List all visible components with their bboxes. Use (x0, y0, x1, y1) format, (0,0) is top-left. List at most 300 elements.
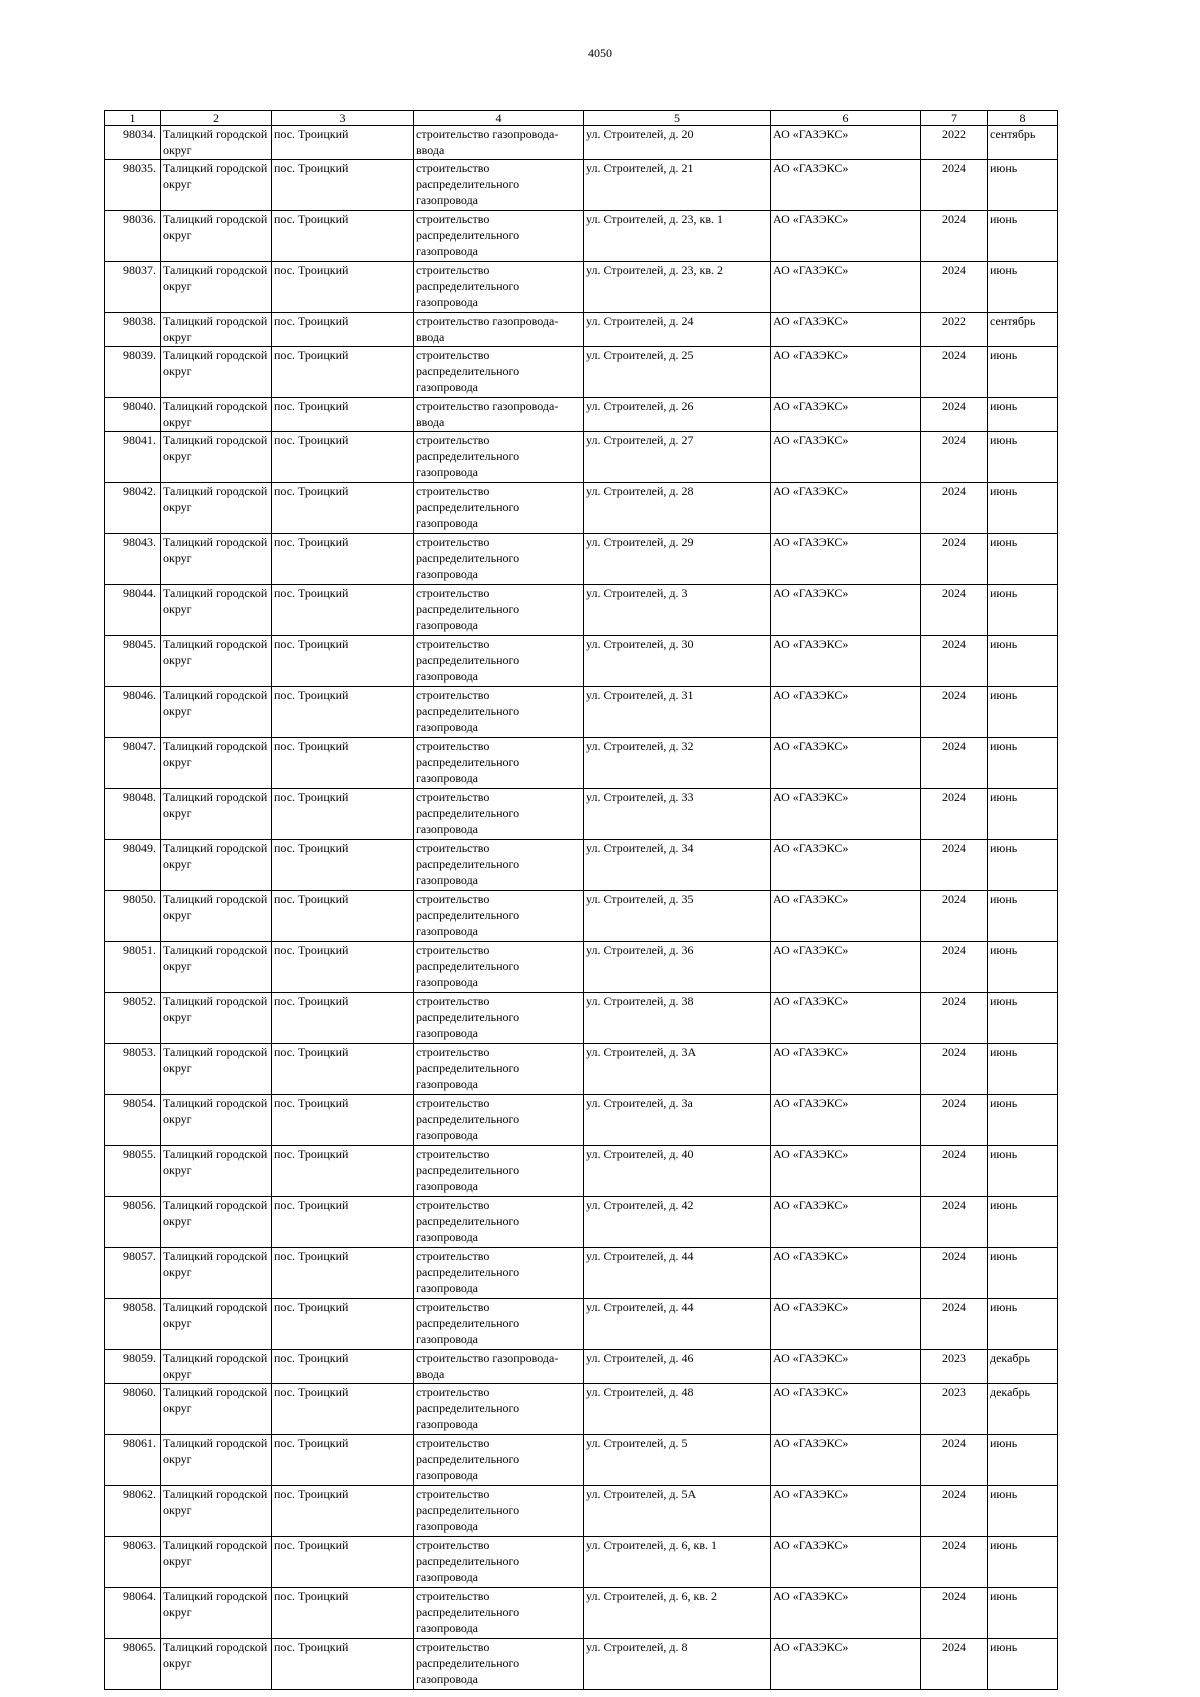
table-row (105, 313, 1058, 347)
table-row (105, 160, 1058, 211)
organization-cell: АО «ГАЗЭКС» (771, 1044, 921, 1095)
organization-cell: АО «ГАЗЭКС» (771, 1146, 921, 1197)
locality-cell: пос. Троицкий (272, 483, 414, 534)
work-type-cell: строительство распределительного газопровода (414, 1299, 584, 1350)
month-cell: июнь (988, 1146, 1058, 1197)
address-cell: ул. Строителей, д. 44 (584, 1248, 771, 1299)
address-cell: ул. Строителей, д. 26 (584, 398, 771, 432)
district-cell: Талицкий городской округ (161, 262, 272, 313)
locality-cell: пос. Троицкий (272, 1588, 414, 1639)
table-row (105, 1588, 1058, 1639)
address-cell: ул. Строителей, д. 38 (584, 993, 771, 1044)
month-cell: июнь (988, 687, 1058, 738)
table-body (105, 126, 1058, 1690)
year-cell: 2024 (921, 398, 988, 432)
row-number: 98045. (105, 636, 161, 687)
row-number: 98058. (105, 1299, 161, 1350)
district-cell: Талицкий городской округ (161, 1248, 272, 1299)
table-row (105, 483, 1058, 534)
header-cell-2: 2 (161, 111, 272, 126)
organization-cell: АО «ГАЗЭКС» (771, 1537, 921, 1588)
year-cell: 2024 (921, 840, 988, 891)
organization-cell: АО «ГАЗЭКС» (771, 789, 921, 840)
organization-cell: АО «ГАЗЭКС» (771, 534, 921, 585)
work-type-cell: строительство распределительного газопровода (414, 1537, 584, 1588)
month-cell: июнь (988, 432, 1058, 483)
district-cell: Талицкий городской округ (161, 1350, 272, 1384)
month-cell: июнь (988, 398, 1058, 432)
row-number: 98060. (105, 1384, 161, 1435)
organization-cell: АО «ГАЗЭКС» (771, 1197, 921, 1248)
district-cell: Талицкий городской округ (161, 1435, 272, 1486)
work-type-cell: строительство распределительного газопровода (414, 1639, 584, 1690)
work-type-cell: строительство распределительного газопровода (414, 211, 584, 262)
table-row (105, 1537, 1058, 1588)
work-type-cell: строительство распределительного газопровода (414, 534, 584, 585)
work-type-cell: строительство распределительного газопровода (414, 891, 584, 942)
header-cell-8: 8 (988, 111, 1058, 126)
register-table (104, 110, 1058, 1690)
table-row (105, 1299, 1058, 1350)
address-cell: ул. Строителей, д. 6, кв. 2 (584, 1588, 771, 1639)
locality-cell: пос. Троицкий (272, 313, 414, 347)
row-number: 98064. (105, 1588, 161, 1639)
table-row (105, 840, 1058, 891)
organization-cell: АО «ГАЗЭКС» (771, 398, 921, 432)
row-number: 98049. (105, 840, 161, 891)
month-cell: июнь (988, 840, 1058, 891)
row-number: 98037. (105, 262, 161, 313)
work-type-cell: строительство распределительного газопровода (414, 1146, 584, 1197)
address-cell: ул. Строителей, д. 6, кв. 1 (584, 1537, 771, 1588)
organization-cell: АО «ГАЗЭКС» (771, 993, 921, 1044)
work-type-cell: строительство газопровода-ввода (414, 313, 584, 347)
locality-cell: пос. Троицкий (272, 789, 414, 840)
address-cell: ул. Строителей, д. 30 (584, 636, 771, 687)
address-cell: ул. Строителей, д. 28 (584, 483, 771, 534)
year-cell: 2024 (921, 891, 988, 942)
address-cell: ул. Строителей, д. 23, кв. 2 (584, 262, 771, 313)
row-number: 98034. (105, 126, 161, 160)
organization-cell: АО «ГАЗЭКС» (771, 891, 921, 942)
work-type-cell: строительство распределительного газопровода (414, 1095, 584, 1146)
district-cell: Талицкий городской округ (161, 1486, 272, 1537)
work-type-cell: строительство распределительного газопровода (414, 1044, 584, 1095)
district-cell: Талицкий городской округ (161, 942, 272, 993)
locality-cell: пос. Троицкий (272, 1248, 414, 1299)
year-cell: 2022 (921, 126, 988, 160)
address-cell: ул. Строителей, д. 23, кв. 1 (584, 211, 771, 262)
address-cell: ул. Строителей, д. 31 (584, 687, 771, 738)
year-cell: 2024 (921, 636, 988, 687)
year-cell: 2024 (921, 262, 988, 313)
district-cell: Талицкий городской округ (161, 398, 272, 432)
year-cell: 2024 (921, 993, 988, 1044)
year-cell: 2023 (921, 1350, 988, 1384)
row-number: 98051. (105, 942, 161, 993)
month-cell: июнь (988, 347, 1058, 398)
organization-cell: АО «ГАЗЭКС» (771, 1435, 921, 1486)
organization-cell: АО «ГАЗЭКС» (771, 347, 921, 398)
year-cell: 2024 (921, 942, 988, 993)
year-cell: 2024 (921, 585, 988, 636)
locality-cell: пос. Троицкий (272, 1384, 414, 1435)
organization-cell: АО «ГАЗЭКС» (771, 1248, 921, 1299)
row-number: 98036. (105, 211, 161, 262)
table-row (105, 1197, 1058, 1248)
table-row (105, 1435, 1058, 1486)
address-cell: ул. Строителей, д. 27 (584, 432, 771, 483)
district-cell: Талицкий городской округ (161, 1299, 272, 1350)
table-row (105, 347, 1058, 398)
locality-cell: пос. Троицкий (272, 1639, 414, 1690)
year-cell: 2024 (921, 1044, 988, 1095)
locality-cell: пос. Троицкий (272, 585, 414, 636)
locality-cell: пос. Троицкий (272, 1486, 414, 1537)
row-number: 98052. (105, 993, 161, 1044)
work-type-cell: строительство распределительного газопровода (414, 347, 584, 398)
year-cell: 2024 (921, 1197, 988, 1248)
district-cell: Талицкий городской округ (161, 1384, 272, 1435)
organization-cell: АО «ГАЗЭКС» (771, 1486, 921, 1537)
locality-cell: пос. Троицкий (272, 1044, 414, 1095)
month-cell: июнь (988, 942, 1058, 993)
address-cell: ул. Строителей, д. 36 (584, 942, 771, 993)
locality-cell: пос. Троицкий (272, 1537, 414, 1588)
year-cell: 2024 (921, 1299, 988, 1350)
work-type-cell: строительство распределительного газопровода (414, 585, 584, 636)
table-row (105, 1095, 1058, 1146)
district-cell: Талицкий городской округ (161, 636, 272, 687)
table-row (105, 1384, 1058, 1435)
month-cell: июнь (988, 636, 1058, 687)
work-type-cell: строительство распределительного газопровода (414, 1486, 584, 1537)
organization-cell: АО «ГАЗЭКС» (771, 687, 921, 738)
month-cell: июнь (988, 891, 1058, 942)
year-cell: 2024 (921, 1435, 988, 1486)
district-cell: Талицкий городской округ (161, 534, 272, 585)
table-row (105, 636, 1058, 687)
year-cell: 2024 (921, 1095, 988, 1146)
row-number: 98054. (105, 1095, 161, 1146)
work-type-cell: строительство распределительного газопровода (414, 942, 584, 993)
locality-cell: пос. Троицкий (272, 993, 414, 1044)
address-cell: ул. Строителей, д. 46 (584, 1350, 771, 1384)
month-cell: июнь (988, 1435, 1058, 1486)
month-cell: июнь (988, 534, 1058, 585)
month-cell: июнь (988, 993, 1058, 1044)
month-cell: июнь (988, 1299, 1058, 1350)
district-cell: Талицкий городской округ (161, 1044, 272, 1095)
address-cell: ул. Строителей, д. 5 (584, 1435, 771, 1486)
organization-cell: АО «ГАЗЭКС» (771, 262, 921, 313)
locality-cell: пос. Троицкий (272, 160, 414, 211)
month-cell: июнь (988, 789, 1058, 840)
month-cell: декабрь (988, 1350, 1058, 1384)
district-cell: Талицкий городской округ (161, 432, 272, 483)
year-cell: 2024 (921, 160, 988, 211)
district-cell: Талицкий городской округ (161, 126, 272, 160)
year-cell: 2024 (921, 1248, 988, 1299)
month-cell: июнь (988, 1044, 1058, 1095)
district-cell: Талицкий городской округ (161, 1639, 272, 1690)
organization-cell: АО «ГАЗЭКС» (771, 1299, 921, 1350)
table-row (105, 262, 1058, 313)
district-cell: Талицкий городской округ (161, 1537, 272, 1588)
locality-cell: пос. Троицкий (272, 126, 414, 160)
address-cell: ул. Строителей, д. 5А (584, 1486, 771, 1537)
table-row (105, 585, 1058, 636)
table-row (105, 942, 1058, 993)
locality-cell: пос. Троицкий (272, 432, 414, 483)
address-cell: ул. Строителей, д. 34 (584, 840, 771, 891)
organization-cell: АО «ГАЗЭКС» (771, 1639, 921, 1690)
row-number: 98059. (105, 1350, 161, 1384)
address-cell: ул. Строителей, д. 32 (584, 738, 771, 789)
address-cell: ул. Строителей, д. 21 (584, 160, 771, 211)
header-cell-7: 7 (921, 111, 988, 126)
work-type-cell: строительство распределительного газопровода (414, 993, 584, 1044)
year-cell: 2024 (921, 1588, 988, 1639)
locality-cell: пос. Троицкий (272, 1350, 414, 1384)
table-row (105, 1639, 1058, 1690)
month-cell: июнь (988, 1486, 1058, 1537)
district-cell: Талицкий городской округ (161, 483, 272, 534)
row-number: 98040. (105, 398, 161, 432)
organization-cell: АО «ГАЗЭКС» (771, 1350, 921, 1384)
header-cell-1: 1 (105, 111, 161, 126)
work-type-cell: строительство распределительного газопровода (414, 636, 584, 687)
year-cell: 2024 (921, 789, 988, 840)
work-type-cell: строительство распределительного газопровода (414, 262, 584, 313)
district-cell: Талицкий городской округ (161, 687, 272, 738)
header-row (105, 111, 1058, 126)
month-cell: июнь (988, 1095, 1058, 1146)
table-row (105, 891, 1058, 942)
work-type-cell: строительство распределительного газопровода (414, 738, 584, 789)
locality-cell: пос. Троицкий (272, 398, 414, 432)
row-number: 98039. (105, 347, 161, 398)
address-cell: ул. Строителей, д. 48 (584, 1384, 771, 1435)
locality-cell: пос. Троицкий (272, 1095, 414, 1146)
organization-cell: АО «ГАЗЭКС» (771, 1384, 921, 1435)
month-cell: июнь (988, 1197, 1058, 1248)
row-number: 98057. (105, 1248, 161, 1299)
district-cell: Талицкий городской округ (161, 585, 272, 636)
table-header (105, 111, 1058, 126)
organization-cell: АО «ГАЗЭКС» (771, 211, 921, 262)
header-cell-5: 5 (584, 111, 771, 126)
organization-cell: АО «ГАЗЭКС» (771, 160, 921, 211)
locality-cell: пос. Троицкий (272, 262, 414, 313)
work-type-cell: строительство распределительного газопровода (414, 432, 584, 483)
organization-cell: АО «ГАЗЭКС» (771, 432, 921, 483)
organization-cell: АО «ГАЗЭКС» (771, 738, 921, 789)
year-cell: 2024 (921, 534, 988, 585)
month-cell: июнь (988, 262, 1058, 313)
work-type-cell: строительство распределительного газопровода (414, 1197, 584, 1248)
work-type-cell: строительство газопровода-ввода (414, 398, 584, 432)
address-cell: ул. Строителей, д. 24 (584, 313, 771, 347)
address-cell: ул. Строителей, д. 29 (584, 534, 771, 585)
month-cell: июнь (988, 1248, 1058, 1299)
locality-cell: пос. Троицкий (272, 347, 414, 398)
work-type-cell: строительство газопровода-ввода (414, 1350, 584, 1384)
address-cell: ул. Строителей, д. 40 (584, 1146, 771, 1197)
work-type-cell: строительство газопровода-ввода (414, 126, 584, 160)
row-number: 98035. (105, 160, 161, 211)
header-cell-6: 6 (771, 111, 921, 126)
work-type-cell: строительство распределительного газопровода (414, 160, 584, 211)
address-cell: ул. Строителей, д. 20 (584, 126, 771, 160)
row-number: 98038. (105, 313, 161, 347)
row-number: 98053. (105, 1044, 161, 1095)
address-cell: ул. Строителей, д. 3а (584, 1095, 771, 1146)
address-cell: ул. Строителей, д. 44 (584, 1299, 771, 1350)
month-cell: июнь (988, 1537, 1058, 1588)
year-cell: 2024 (921, 1537, 988, 1588)
row-number: 98046. (105, 687, 161, 738)
row-number: 98055. (105, 1146, 161, 1197)
row-number: 98056. (105, 1197, 161, 1248)
row-number: 98047. (105, 738, 161, 789)
organization-cell: АО «ГАЗЭКС» (771, 1588, 921, 1639)
table-row (105, 789, 1058, 840)
district-cell: Талицкий городской округ (161, 840, 272, 891)
locality-cell: пос. Троицкий (272, 1299, 414, 1350)
page-number: 4050 (588, 46, 612, 60)
locality-cell: пос. Троицкий (272, 1435, 414, 1486)
district-cell: Талицкий городской округ (161, 891, 272, 942)
month-cell: сентябрь (988, 313, 1058, 347)
row-number: 98061. (105, 1435, 161, 1486)
district-cell: Талицкий городской округ (161, 347, 272, 398)
address-cell: ул. Строителей, д. 33 (584, 789, 771, 840)
year-cell: 2024 (921, 687, 988, 738)
month-cell: июнь (988, 1639, 1058, 1690)
row-number: 98062. (105, 1486, 161, 1537)
row-number: 98044. (105, 585, 161, 636)
month-cell: июнь (988, 1588, 1058, 1639)
year-cell: 2022 (921, 313, 988, 347)
table-row (105, 534, 1058, 585)
address-cell: ул. Строителей, д. 3 (584, 585, 771, 636)
month-cell: сентябрь (988, 126, 1058, 160)
district-cell: Талицкий городской округ (161, 993, 272, 1044)
work-type-cell: строительство распределительного газопровода (414, 789, 584, 840)
district-cell: Талицкий городской округ (161, 211, 272, 262)
table-row (105, 211, 1058, 262)
row-number: 98048. (105, 789, 161, 840)
district-cell: Талицкий городской округ (161, 789, 272, 840)
year-cell: 2024 (921, 1486, 988, 1537)
year-cell: 2024 (921, 738, 988, 789)
work-type-cell: строительство распределительного газопровода (414, 483, 584, 534)
organization-cell: АО «ГАЗЭКС» (771, 636, 921, 687)
organization-cell: АО «ГАЗЭКС» (771, 585, 921, 636)
work-type-cell: строительство распределительного газопровода (414, 1588, 584, 1639)
locality-cell: пос. Троицкий (272, 636, 414, 687)
work-type-cell: строительство распределительного газопровода (414, 1384, 584, 1435)
organization-cell: АО «ГАЗЭКС» (771, 942, 921, 993)
organization-cell: АО «ГАЗЭКС» (771, 840, 921, 891)
locality-cell: пос. Троицкий (272, 738, 414, 789)
table-row (105, 1146, 1058, 1197)
year-cell: 2024 (921, 483, 988, 534)
locality-cell: пос. Троицкий (272, 840, 414, 891)
organization-cell: АО «ГАЗЭКС» (771, 313, 921, 347)
month-cell: июнь (988, 211, 1058, 262)
district-cell: Талицкий городской округ (161, 1588, 272, 1639)
year-cell: 2024 (921, 1639, 988, 1690)
header-cell-3: 3 (272, 111, 414, 126)
month-cell: июнь (988, 585, 1058, 636)
district-cell: Талицкий городской округ (161, 1095, 272, 1146)
year-cell: 2024 (921, 432, 988, 483)
table-row (105, 993, 1058, 1044)
table-row (105, 126, 1058, 160)
address-cell: ул. Строителей, д. 8 (584, 1639, 771, 1690)
month-cell: декабрь (988, 1384, 1058, 1435)
table-row (105, 687, 1058, 738)
row-number: 98063. (105, 1537, 161, 1588)
district-cell: Талицкий городской округ (161, 160, 272, 211)
organization-cell: АО «ГАЗЭКС» (771, 483, 921, 534)
locality-cell: пос. Троицкий (272, 687, 414, 738)
address-cell: ул. Строителей, д. 35 (584, 891, 771, 942)
row-number: 98050. (105, 891, 161, 942)
table-row (105, 1248, 1058, 1299)
row-number: 98042. (105, 483, 161, 534)
work-type-cell: строительство распределительного газопровода (414, 1435, 584, 1486)
organization-cell: АО «ГАЗЭКС» (771, 1095, 921, 1146)
organization-cell: АО «ГАЗЭКС» (771, 126, 921, 160)
month-cell: июнь (988, 160, 1058, 211)
year-cell: 2024 (921, 347, 988, 398)
locality-cell: пос. Троицкий (272, 1146, 414, 1197)
locality-cell: пос. Троицкий (272, 534, 414, 585)
district-cell: Талицкий городской округ (161, 1197, 272, 1248)
address-cell: ул. Строителей, д. 3А (584, 1044, 771, 1095)
table-row (105, 398, 1058, 432)
locality-cell: пос. Троицкий (272, 891, 414, 942)
month-cell: июнь (988, 483, 1058, 534)
table-row (105, 432, 1058, 483)
table-row (105, 738, 1058, 789)
district-cell: Талицкий городской округ (161, 1146, 272, 1197)
year-cell: 2024 (921, 211, 988, 262)
year-cell: 2024 (921, 1146, 988, 1197)
table-row (105, 1044, 1058, 1095)
work-type-cell: строительство распределительного газопровода (414, 687, 584, 738)
month-cell: июнь (988, 738, 1058, 789)
district-cell: Талицкий городской округ (161, 738, 272, 789)
locality-cell: пос. Троицкий (272, 942, 414, 993)
row-number: 98043. (105, 534, 161, 585)
locality-cell: пос. Троицкий (272, 211, 414, 262)
address-cell: ул. Строителей, д. 42 (584, 1197, 771, 1248)
work-type-cell: строительство распределительного газопровода (414, 840, 584, 891)
address-cell: ул. Строителей, д. 25 (584, 347, 771, 398)
locality-cell: пос. Троицкий (272, 1197, 414, 1248)
row-number: 98065. (105, 1639, 161, 1690)
district-cell: Талицкий городской округ (161, 313, 272, 347)
header-cell-4: 4 (414, 111, 584, 126)
work-type-cell: строительство распределительного газопровода (414, 1248, 584, 1299)
table-row (105, 1486, 1058, 1537)
table-row (105, 1350, 1058, 1384)
year-cell: 2023 (921, 1384, 988, 1435)
